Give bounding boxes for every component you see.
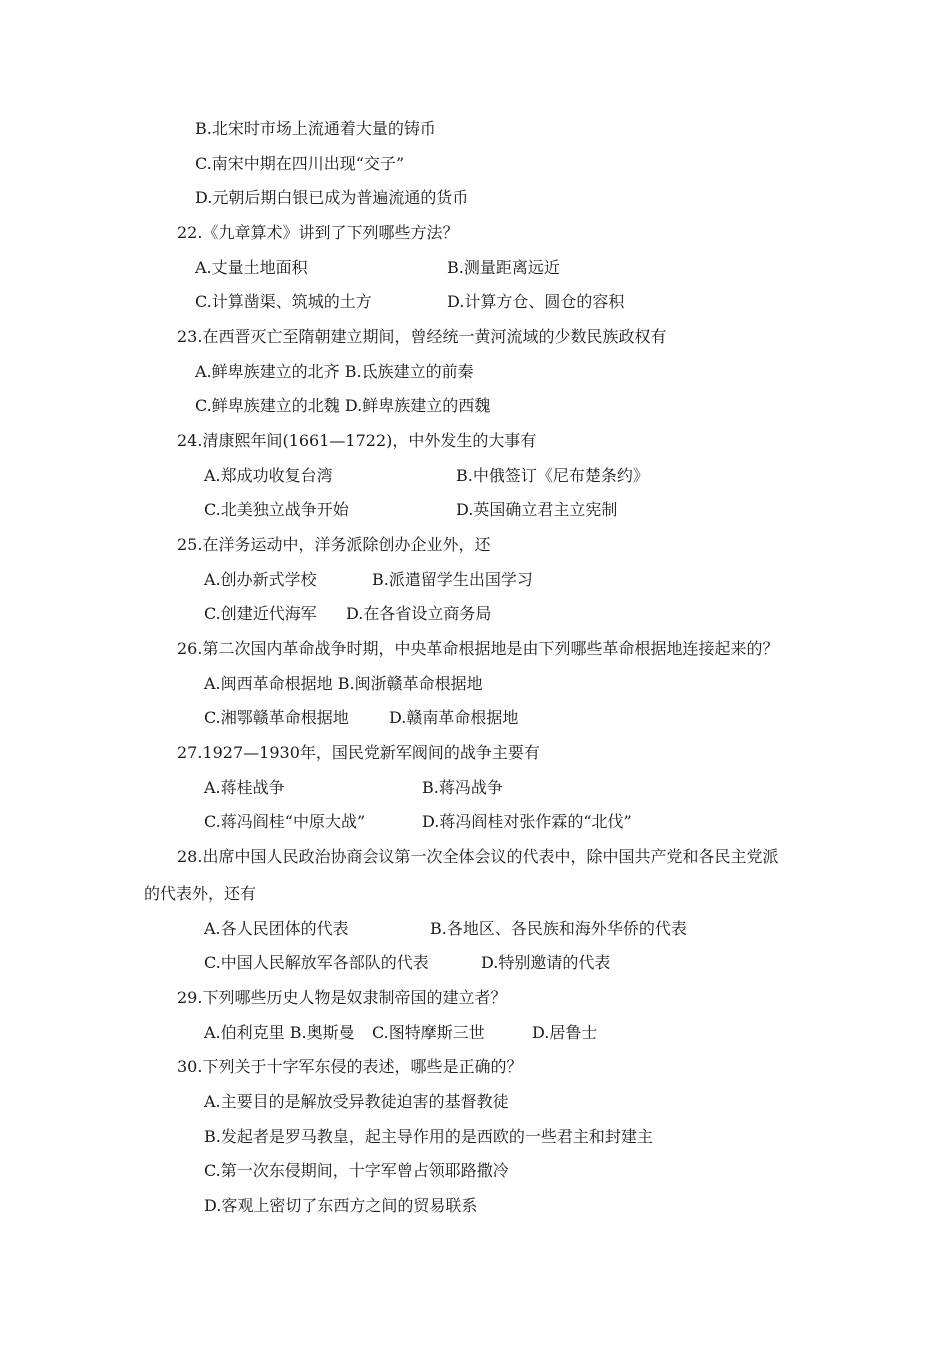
- q24-option-b: B.中俄签订《尼布楚条约》: [456, 466, 649, 485]
- q24-option-a: A.郑成功收复台湾: [204, 466, 333, 485]
- q29-stem: 29.下列哪些历史人物是奴隶制帝国的建立者？: [177, 988, 507, 1007]
- q30-option-c: C.第一次东侵期间，十字军曾占领耶路撒冷: [204, 1161, 509, 1180]
- q22-option-b: B.测量距离远近: [447, 258, 560, 277]
- q25-stem: 25.在洋务运动中，洋务派除创办企业外，还: [177, 535, 491, 554]
- q21-option-d: D.元朝后期白银已成为普遍流通的货币: [195, 188, 469, 207]
- q26-options-ab: A.闽西革命根据地 B.闽浙赣革命根据地: [204, 674, 483, 693]
- q26-option-d: D.赣南革命根据地: [389, 708, 519, 727]
- q24-option-c: C.北美独立战争开始: [204, 500, 349, 519]
- q27-stem: 27.1927—1930年，国民党新军阀间的战争主要有: [177, 743, 540, 762]
- q30-option-b: B.发起者是罗马教皇，起主导作用的是西欧的一些君主和封建主: [204, 1127, 653, 1146]
- q28-stem-line1: 28.出席中国人民政治协商会议第一次全体会议的代表中，除中国共产党和各民主党派: [177, 847, 779, 866]
- q29-option-c: C.图特摩斯三世: [372, 1023, 485, 1042]
- q22-option-c: C.计算凿渠、筑城的土方: [195, 292, 372, 311]
- q25-option-c: C.创建近代海军: [204, 604, 317, 623]
- q30-option-d: D.客观上密切了东西方之间的贸易联系: [204, 1196, 478, 1215]
- q22-stem: 22.《九章算术》讲到了下列哪些方法？: [177, 223, 459, 242]
- q30-stem: 30.下列关于十字军东侵的表述，哪些是正确的？: [177, 1057, 523, 1076]
- q27-option-c: C.蒋冯阎桂“中原大战”: [204, 812, 366, 831]
- q25-option-b: B.派遣留学生出国学习: [372, 570, 533, 589]
- q26-option-c: C.湘鄂赣革命根据地: [204, 708, 349, 727]
- q26-stem: 26.第二次国内革命战争时期，中央革命根据地是由下列哪些革命根据地连接起来的？: [177, 639, 779, 658]
- q23-options-ab: A.鲜卑族建立的北齐 B.氐族建立的前秦: [195, 362, 474, 381]
- q22-option-a: A.丈量土地面积: [195, 258, 308, 277]
- q29-options-ab: A.伯利克里 B.奥斯曼: [204, 1023, 355, 1042]
- q27-option-d: D.蒋冯阎桂对张作霖的“北伐”: [422, 812, 632, 831]
- q28-option-d: D.特别邀请的代表: [481, 953, 611, 972]
- q24-stem: 24.清康熙年间(1661—1722)，中外发生的大事有: [177, 431, 537, 450]
- q28-stem-line2: 的代表外，还有: [144, 884, 257, 903]
- q28-option-c: C.中国人民解放军各部队的代表: [204, 953, 429, 972]
- q28-option-a: A.各人民团体的代表: [204, 919, 349, 938]
- q28-option-b: B.各地区、各民族和海外华侨的代表: [430, 919, 687, 938]
- q25-option-d: D.在各省设立商务局: [346, 604, 492, 623]
- q24-option-d: D.英国确立君主立宪制: [456, 500, 618, 519]
- q25-option-a: A.创办新式学校: [204, 570, 317, 589]
- q23-options-cd: C.鲜卑族建立的北魏 D.鲜卑族建立的西魏: [195, 396, 491, 415]
- q27-option-a: A.蒋桂战争: [204, 778, 285, 797]
- q27-option-b: B.蒋冯战争: [422, 778, 503, 797]
- q30-option-a: A.主要目的是解放受异教徒迫害的基督教徒: [204, 1092, 509, 1111]
- q22-option-d: D.计算方仓、圆仓的容积: [447, 292, 625, 311]
- q21-option-c: C.南宋中期在四川出现“交子”: [195, 154, 405, 173]
- q29-option-d: D.居鲁士: [532, 1023, 598, 1042]
- q21-option-b: B.北宋时市场上流通着大量的铸币: [195, 119, 436, 138]
- q23-stem: 23.在西晋灭亡至隋朝建立期间，曾经统一黄河流域的少数民族政权有: [177, 327, 667, 346]
